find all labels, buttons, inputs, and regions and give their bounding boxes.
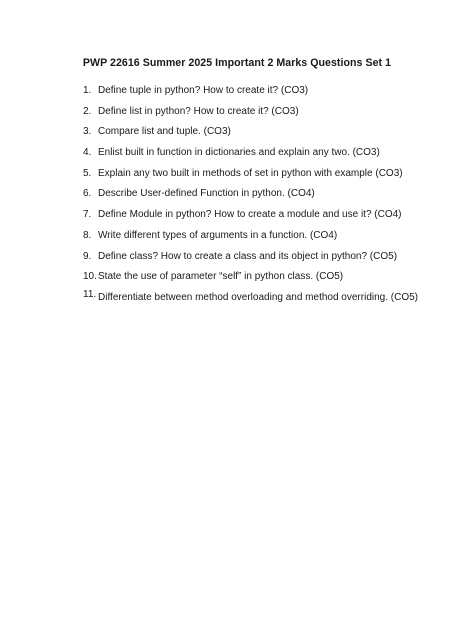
list-item xyxy=(83,288,443,309)
question-text: Write different types of arguments in a function. (CO4) xyxy=(98,229,338,241)
list-item xyxy=(83,187,443,208)
question-text: Define Module in python? How to create a module and use it? (CO4) xyxy=(98,209,402,221)
question-number: 6. xyxy=(83,188,92,200)
document-title: PWP 22616 Summer 2025 Important 2 Marks Questions Set 1 xyxy=(82,57,392,69)
question-list xyxy=(83,84,443,308)
list-item xyxy=(83,208,443,229)
question-text: Define tuple in python? How to create it? (CO3) xyxy=(98,85,309,96)
question-number: 4. xyxy=(83,147,92,159)
question-number: 11. xyxy=(83,288,97,300)
list-item xyxy=(83,229,443,250)
question-number: 2. xyxy=(83,105,92,117)
question-number: 8. xyxy=(83,229,92,241)
question-number: 7. xyxy=(83,209,92,221)
question-number: 5. xyxy=(83,167,92,179)
list-item xyxy=(83,167,443,188)
question-text: Differentiate between method overloading and method overriding. (CO5) xyxy=(98,291,418,303)
question-text: Enlist built in function in dictionaries and explain any two. (CO3) xyxy=(98,147,380,159)
question-text: Describe User-defined Function in python. (CO4) xyxy=(98,188,315,200)
list-item xyxy=(83,105,443,126)
list-item xyxy=(83,146,443,167)
question-text: Define class? How to create a class and its object in python? (CO5) xyxy=(98,250,398,262)
question-text: Compare list and tuple. (CO3) xyxy=(98,126,231,138)
question-text: State the use of parameter “self” in python class. (CO5) xyxy=(98,271,344,283)
list-item xyxy=(83,125,443,146)
list-item xyxy=(83,250,443,271)
question-number: 3. xyxy=(83,126,92,138)
question-text: Define list in python? How to create it? (CO3) xyxy=(98,105,299,117)
question-text: Explain any two built in methods of set in python with example (CO3) xyxy=(98,167,403,179)
question-number: 9. xyxy=(83,250,92,262)
list-item xyxy=(83,84,443,105)
question-number: 1. xyxy=(83,85,92,96)
question-number: 10. xyxy=(83,271,97,283)
